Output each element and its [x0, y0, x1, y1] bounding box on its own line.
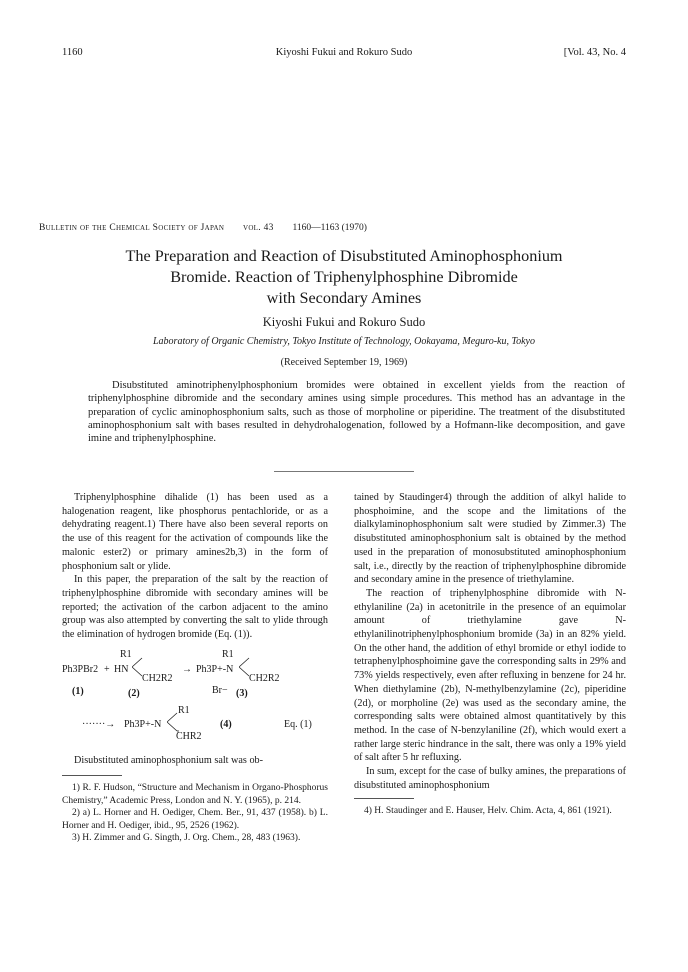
footnote-rule [62, 775, 122, 776]
footnote-1: 1) R. F. Hudson, “Structure and Mechanism in Organo-Phosphorus Chemistry,” Academic Press, London and N. Y. (1965), p. 214. [62, 783, 328, 806]
title-line-3: with Secondary Amines [266, 289, 422, 307]
eq-reactant-1: Ph3PBr2 [62, 663, 99, 675]
left-paragraph-1: Triphenylphosphine dihalide (1) has been used as a halogenation reagent, like phosphorus pentachloride, or as a dehydrating reagent.1) There have also been several reports on the use of this reagent for the activation of compounds like the malonic ester2) or primary amines2b,3) in the form of phosphonium salt or ylide. [62, 492, 328, 572]
footnote-rule-right [354, 798, 414, 799]
footnote-3: 3) H. Zimmer and G. Singth, J. Org. Chem., 28, 483 (1963). [72, 833, 301, 844]
article-title [0, 246, 688, 309]
left-footnotes [62, 782, 328, 844]
received-date: (Received September 19, 1969) [280, 357, 408, 368]
eq-ch2r2-a: CH2R2 [142, 672, 173, 684]
eq-amine: HN [114, 663, 129, 675]
eq-plus: + [104, 663, 110, 675]
equation-1 [62, 648, 328, 754]
right-paragraph-2: The reaction of triphenylphosphine dibromide with N-ethylaniline (2a) in acetonitrile in the presence of an equimolar amount of triethylamine gave N-ethylanilinotriphenylphosphonium bromide (3a) in an 82% yield. On the other hand, the addition of ethyl bromide or ethyl iodide to tetraphenylphosphoimine gave the corresponding salts in 29% and 73% yields respectively, even after refluxing in benzene for 24 hr. When diethylamine (2b), N-methylbenzylamine (2c), piperidine (2d), or morpholine (2e) was used as the secondary amine, the corresponding salts were obtained almost quantitatively by this method. In the case of N-benzylaniline (2f), which would exert a rather large steric hindrance in the salt, there was only a 19% yield of salt after 5 hr refluxing. [354, 587, 626, 764]
volume-info: [Vol. 43, No. 4 [563, 47, 626, 58]
title-line-2: Bromide. Reaction of Triphenylphosphine Dibromide [170, 268, 518, 286]
title-line-1: The Preparation and Reaction of Disubstituted Aminophosphonium [125, 247, 563, 265]
right-column [354, 491, 626, 818]
left-column [62, 491, 328, 844]
left-paragraph-2: In this paper, the preparation of the salt by the reaction of triphenylphosphine dibromide with secondary amines will be reported; the activation of the carbon adjacent to the amino group was also attempted by converting the salt to ylide through the elimination of hydrogen bromide (Eq. (1)). [62, 574, 328, 641]
section-divider [274, 471, 414, 472]
eq-arrow: → [182, 663, 192, 675]
eq-chr2: CHR2 [176, 730, 202, 742]
eq-label-3: (3) [236, 687, 248, 699]
running-title: Kiyoshi Fukui and Rokuro Sudo [275, 47, 413, 58]
right-paragraph-3: In sum, except for the case of bulky amines, the preparations of disubstituted aminophosphonium [354, 766, 626, 791]
eq-label-1: (1) [72, 685, 84, 697]
eq-dots-arrow: ·······→ [82, 718, 116, 730]
abstract: Disubstituted aminotriphenylphosphonium bromides were obtained in excellent yields from the reaction of triphenylphosphine dibromide and the secondary amines using simple procedures. This method has an advantage in the preparation of cyclic aminophosphonium salts, such as those of morpholine or piperidine. The treatment of the disubstituted aminophosphonium salt with bases resulted in dehydrohalogenation, followed by a Hofmann-like decomposition, and gave imine and triphenylphosphine. [88, 380, 625, 445]
journal-pages: 1160—1163 (1970) [292, 223, 367, 233]
journal-volume: vol. 43 [242, 223, 274, 233]
eq-ylide: Ph3P+-N [124, 718, 162, 730]
authors: Kiyoshi Fukui and Rokuro Sudo [262, 315, 426, 329]
journal-line [39, 223, 367, 233]
eq-r1-c: R1 [178, 704, 190, 716]
affiliation: Laboratory of Organic Chemistry, Tokyo Institute of Technology, Ookayama, Meguro-ku, Tokyo [152, 336, 535, 347]
right-paragraph-1: tained by Staudinger4) through the addition of alkyl halide to phosphoimine, and the scope and the limitations of the dialkylaminophosphonium salt were studied by Zimmer.3) The disubstituted aminophosphonium salt is obtained by the method used in the preparation of monosubstituted aminophosphonium salt, i.e., directly by the reaction of triphenylphosphine dibromide and secondary amine in the presence of triethylamine. [354, 492, 626, 586]
eq-ch2r2-b: CH2R2 [249, 672, 280, 684]
eq-product: Ph3P+-N [196, 663, 234, 675]
eq-r1-a: R1 [120, 648, 132, 660]
eq-r1-b: R1 [222, 648, 234, 660]
eq-label-2: (2) [128, 687, 140, 699]
eq-anion: Br− [212, 684, 228, 696]
footnote-2: 2) a) L. Horner and H. Oediger, Chem. Ber., 91, 437 (1958). b) L. Horner and H. Oediger, ibid., 95, 2526 (1962). [62, 808, 328, 831]
page-number: 1160 [62, 47, 83, 58]
right-footnotes [354, 805, 626, 817]
eq-number: Eq. (1) [284, 718, 312, 730]
eq-label-4: (4) [220, 718, 232, 730]
footnote-4: 4) H. Staudinger and E. Hauser, Helv. Chim. Acta, 4, 861 (1921). [364, 806, 612, 817]
journal-name: Bulletin of the Chemical Society of Japan [39, 223, 225, 233]
left-paragraph-3: Disubstituted aminophosphonium salt was ob- [74, 754, 264, 766]
